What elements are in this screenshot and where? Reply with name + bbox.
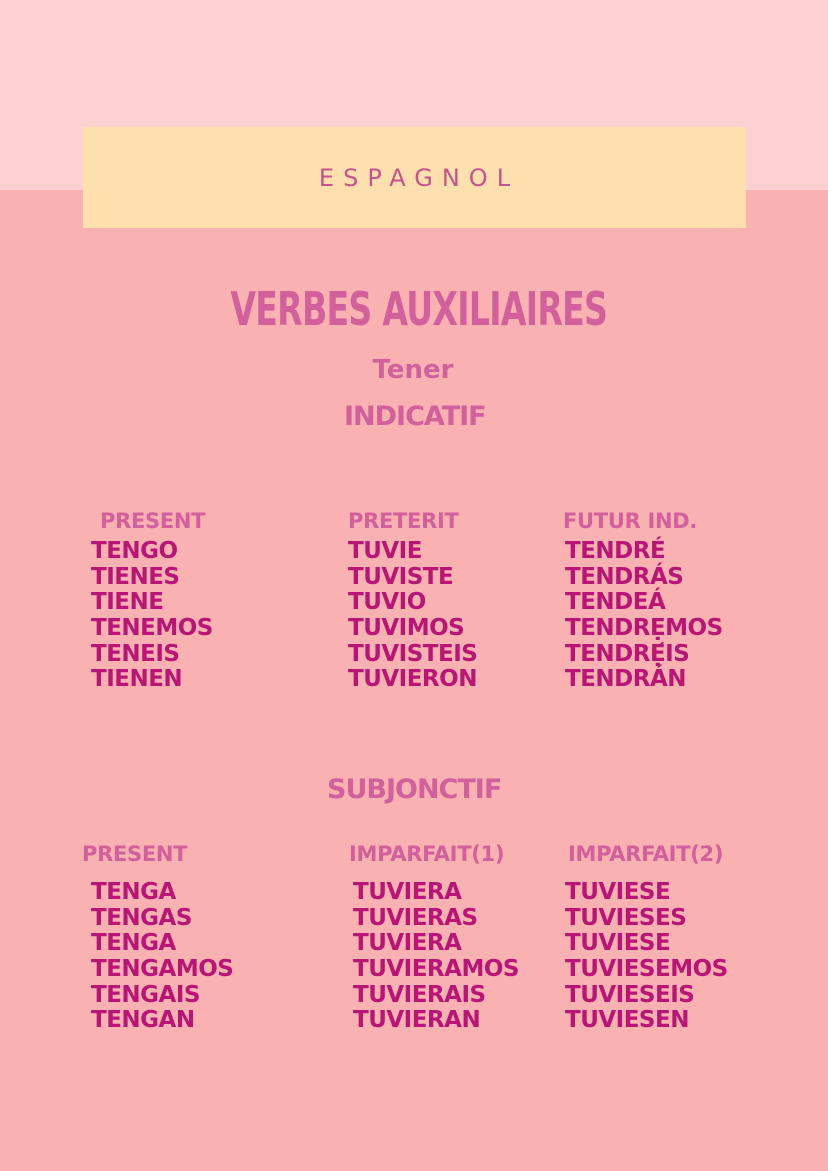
conjugation-form: TENEMOS <box>91 615 213 642</box>
mood-heading-subjonctif: SUBJONCTIF <box>327 774 502 805</box>
conjugation-form: TENGO <box>91 538 178 564</box>
conjugation-form: TUVIERAIS <box>353 981 486 1008</box>
conjugation-list-subjonctif-imparfait-1 <box>353 880 519 1034</box>
conjugation-form: TUVIERA <box>353 879 462 905</box>
conjugation-list-subjonctif-present <box>91 880 233 1034</box>
conjugation-form: TUVISTE <box>348 563 454 590</box>
conjugation-form: TENGAMOS <box>91 956 234 983</box>
tense-heading-indicatif-present: PRESENT <box>100 509 206 533</box>
conjugation-form: TENGAS <box>91 904 192 931</box>
conjugation-list-indicatif-futur <box>565 539 723 693</box>
conjugation-form: TENDRÁN <box>565 666 687 693</box>
conjugation-form: TUVIESE <box>565 879 671 905</box>
conjugation-list-indicatif-present <box>91 539 213 693</box>
conjugation-form: TUVIERA <box>353 930 462 957</box>
verb-name: Tener <box>372 355 454 385</box>
conjugation-form: TUVIESEMOS <box>565 956 728 983</box>
conjugation-form: TUVIERAS <box>353 904 478 931</box>
tense-heading-indicatif-preterit: PRETERIT <box>348 509 459 533</box>
conjugation-form: TUVIMOS <box>348 615 465 642</box>
conjugation-list-subjonctif-imparfait-2 <box>565 880 728 1034</box>
conjugation-form: TENDRÉ <box>565 538 666 564</box>
conjugation-form: TENDRÁS <box>565 563 684 590</box>
conjugation-form: TUVIERAMOS <box>353 956 519 983</box>
subject-banner <box>83 127 746 228</box>
subject-label: ESPAGNOL <box>318 163 520 192</box>
conjugation-list-indicatif-preterit <box>348 539 477 693</box>
conjugation-form: TUVIESEIS <box>565 981 695 1008</box>
conjugation-form: TUVIO <box>348 589 426 616</box>
conjugation-form: TENDRẸMOS <box>565 615 723 642</box>
conjugation-form: TENDEÁ <box>565 589 666 616</box>
conjugation-form: TUVIESE <box>565 930 671 957</box>
conjugation-form: TENGAIS <box>91 981 200 1008</box>
conjugation-form: TIENE <box>91 589 164 616</box>
conjugation-form: TIENES <box>91 563 180 590</box>
tense-heading-subjonctif-imparfait-2: IMPARFAIT(2) <box>568 842 724 866</box>
conjugation-form: TUVIESES <box>565 904 687 931</box>
conjugation-form: TENDRẸ́IS <box>565 640 690 667</box>
mood-heading-indicatif: INDICATIF <box>344 401 486 432</box>
conjugation-form: TENEIS <box>91 640 180 667</box>
conjugation-form: TENGA <box>91 879 176 905</box>
page-title: VERBES AUXILIAIRES <box>230 282 608 336</box>
conjugation-form: TUVIERON <box>348 666 477 693</box>
conjugation-form: TENGAN <box>91 1007 195 1034</box>
conjugation-form: TUVIESEN <box>565 1007 689 1034</box>
conjugation-form: TUVISTEIS <box>348 640 478 667</box>
conjugation-form: TIENEN <box>91 666 183 693</box>
conjugation-form: TENGA <box>91 930 176 957</box>
tense-heading-subjonctif-imparfait-1: IMPARFAIT(1) <box>349 842 505 866</box>
tense-heading-subjonctif-present: PRESENT <box>82 842 188 866</box>
conjugation-form: TUVIERAN <box>353 1007 481 1034</box>
conjugation-form: TUVIE <box>348 538 422 564</box>
tense-heading-indicatif-futur: FUTUR IND. <box>563 509 698 533</box>
